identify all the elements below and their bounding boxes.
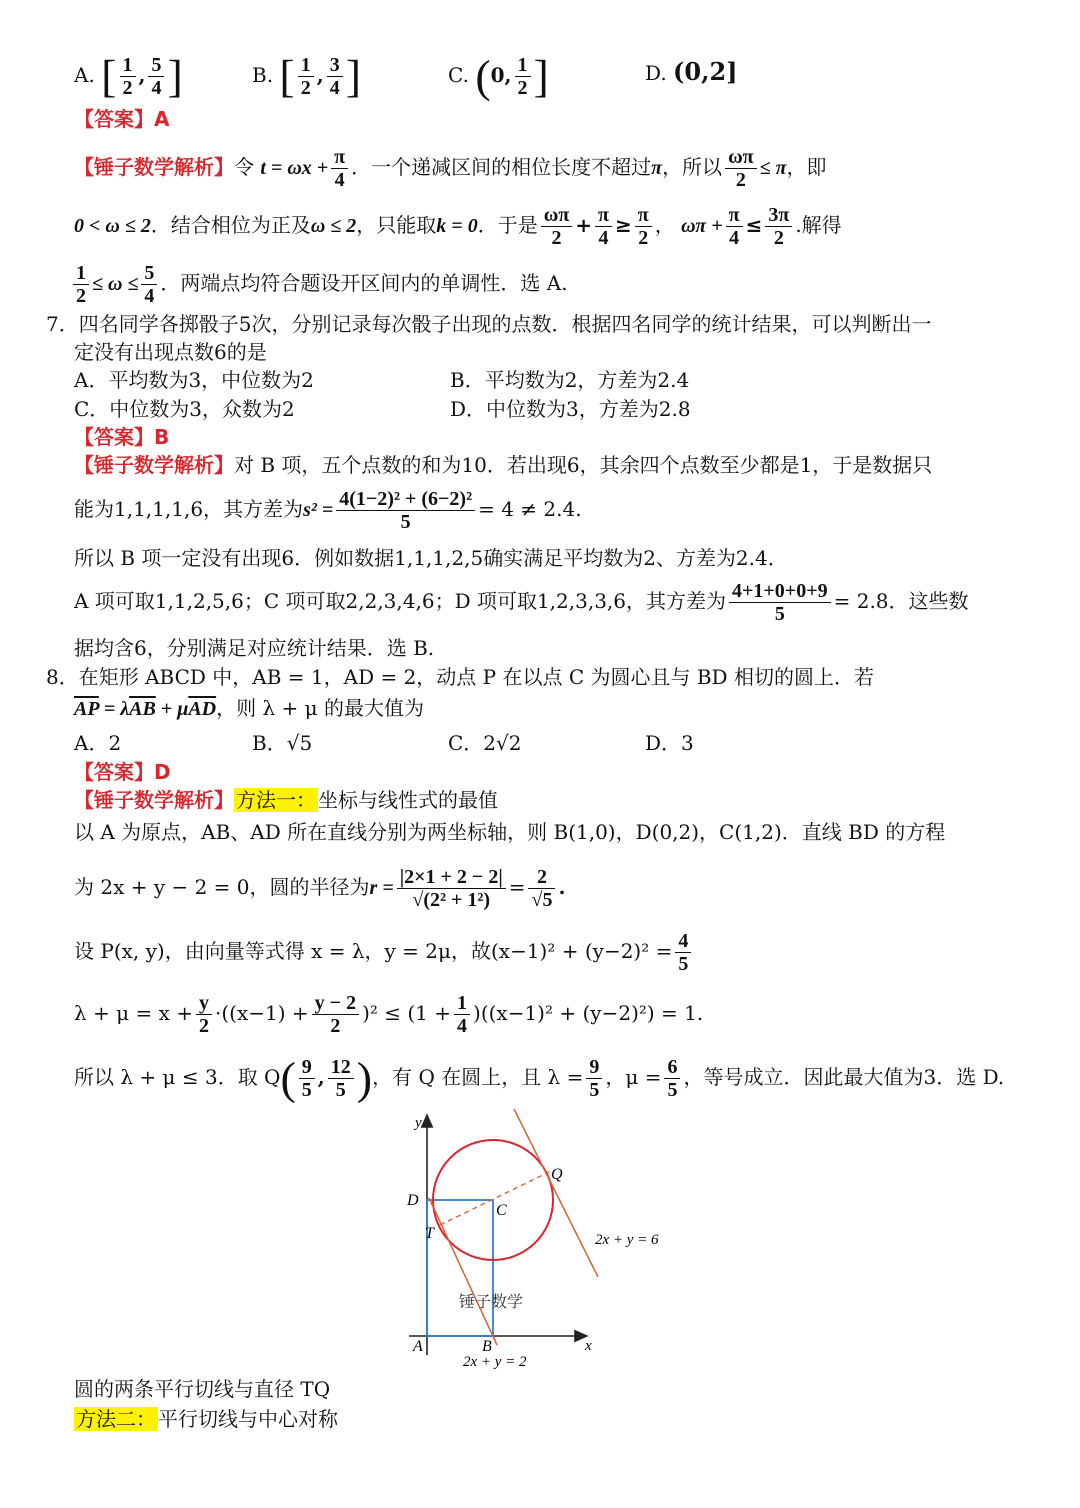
q6-analysis-line1: 【锤子数学解析】令 t = ωx + $\frac{\pi}{4}$ ．一个递减区间的相位长度不超过π，所以 $\frac{\omega\pi}{2}$ ≤ π，即: [74, 146, 827, 191]
q8-stem-line1: 8．在矩形 ABCD 中，AB = 1，AD = 2，动点 P 在以点 C 为圆心且与 BD 相切的圆上．若: [46, 665, 874, 689]
tangent-line-lower: [429, 1198, 497, 1345]
q8-analysis-line1: 以 A 为原点，AB、AD 所在直线分别为两坐标轴，则 B(1,0)，D(0,2)，C(1,2)．直线 BD 的方程: [74, 820, 946, 844]
q8-answer: 【答案】D: [74, 760, 171, 784]
label-point-d: D: [407, 1192, 419, 1209]
q8-option-b: B．√5: [252, 731, 313, 755]
q6-option-a: A. [ $\frac{1}{2}$ , $\frac{5}{4}$ ]: [74, 50, 183, 102]
q8-option-d: D．3: [645, 731, 694, 755]
q6-answer: 【答案】A: [74, 107, 170, 131]
q7-option-c: C．中位数为3，众数为2: [74, 397, 295, 421]
q8-analysis-heading: 【锤子数学解析】 方法一： 坐标与线性式的最值: [74, 788, 498, 812]
diameter-tq: [440, 1172, 549, 1225]
q7-analysis-line5: 据均含6，分别满足对应统计结果．选 B.: [74, 636, 435, 660]
label-point-q: Q: [551, 1166, 563, 1183]
q6-analysis-line3: $\frac{1}{2}$ ≤ ω ≤ $\frac{5}{4}$ ．两端点均符合题设开区间内的单调性．选 A.: [70, 262, 568, 307]
q7-analysis-line2: 能为1,1,1,1,6，其方差为s² = $\frac{\text{4(1−2)² + (6−2)²}}{5}$ = 4 ≠ 2.4.: [74, 488, 582, 533]
q6-option-d: D. (0,2]: [645, 57, 738, 86]
q8-analysis-line4: λ + μ = x + $\frac{y}{2}$ ·((x−1) + $\frac{y - 2}{2}$ )² ≤ (1 + $\frac{1}{4}$ )((x−1)² + (y−2)²) = 1.: [74, 992, 704, 1037]
method2-label: 方法二：: [76, 1407, 156, 1431]
q6-analysis-line2: 0 < ω ≤ 2．结合相位为正及ω ≤ 2，只能取k = 0．于是 $\frac{\omega\pi}{2}$ + $\frac{\pi}{4}$ ≥ $\frac{\pi}{2}$ ， ωπ + $\frac{\pi}{4}$ ≤ $\frac{3\pi}{2}$ .解得: [74, 204, 842, 249]
q7-analysis-line3: 所以 B 项一定没有出现6．例如数据1,1,1,2,5确实满足平均数为2、方差为2.4．: [74, 546, 788, 570]
q8-analysis-line2: 为 2x + y − 2 = 0，圆的半径为r = $\frac{|2\times 1 + 2 - 2|}{\text{√(2² + 1²)}}$ = $\frac{2}{√5}$ .: [74, 866, 566, 911]
q7-stem-line2: 定没有出现点数6的是: [74, 340, 267, 364]
figure-caption: 圆的两条平行切线与直径 TQ: [74, 1377, 331, 1401]
label-point-a: A: [413, 1338, 423, 1355]
q7-stem-line1: 7．四名同学各掷骰子5次，分别记录每次骰子出现的点数．根据四名同学的统计结果，可以判断出一: [46, 312, 932, 336]
q8-analysis-line5: 所以 λ + μ ≤ 3．取 Q( $\frac{9}{5}$ , $\frac{12}{5}$ )，有 Q 在圆上，且 λ = $\frac{9}{5}$ ，μ = $\frac{6}{5}$ ，等号成立．因此最大值为3．选 D.: [74, 1052, 1005, 1104]
label-point-b: B: [482, 1338, 492, 1355]
q6-option-b: B. [ $\frac{1}{2}$ , $\frac{3}{4}$ ]: [252, 50, 362, 102]
q7-option-d: D．中位数为3，方差为2.8: [450, 397, 691, 421]
q7-option-a: A．平均数为3，中位数为2: [74, 368, 314, 392]
method1-label: 方法一：: [236, 788, 316, 812]
q8-option-a: A．2: [74, 731, 122, 755]
label-y-axis: y: [415, 1115, 422, 1131]
geometry-figure: [395, 1105, 695, 1375]
label-x-axis: x: [585, 1338, 592, 1354]
q7-analysis-line4: A 项可取1,1,2,5,6；C 项可取2,2,3,4,6；D 项可取1,2,3,3,6，其方差为 $\frac{4+1+0+0+9}{5}$ = 2.8．这些数: [74, 580, 969, 625]
q8-option-c: C．2√2: [448, 731, 522, 755]
q8-stem-line2: $\overline{AP} = \lambda\overline{AB} + \mu\overline{AD}$，则 λ + μ 的最大值为: [74, 696, 424, 720]
method2-heading: 方法二： 平行切线与中心对称: [76, 1407, 338, 1431]
q8-analysis-line3: 设 P(x, y)，由向量等式得 x = λ，y = 2μ，故(x−1)² + (y−2)² = $\frac{4}{5}$: [74, 930, 694, 975]
watermark: 锤子数学: [459, 1292, 524, 1311]
label-point-c: C: [496, 1202, 507, 1219]
q7-analysis-line1: 【锤子数学解析】对 B 项，五个点数的和为10．若出现6，其余四个点数至少都是1，于是数据只: [74, 453, 933, 477]
q7-answer: 【答案】B: [74, 425, 170, 449]
q7-option-b: B．平均数为2，方差为2.4: [450, 368, 690, 392]
q6-option-c: C. (0, $\frac{1}{2}$ ]: [448, 50, 549, 102]
tangent-line-upper: [514, 1109, 598, 1277]
label-line-upper: 2x + y = 6: [595, 1232, 659, 1248]
label-point-t: T: [425, 1225, 434, 1242]
label-line-lower: 2x + y = 2: [463, 1354, 527, 1370]
